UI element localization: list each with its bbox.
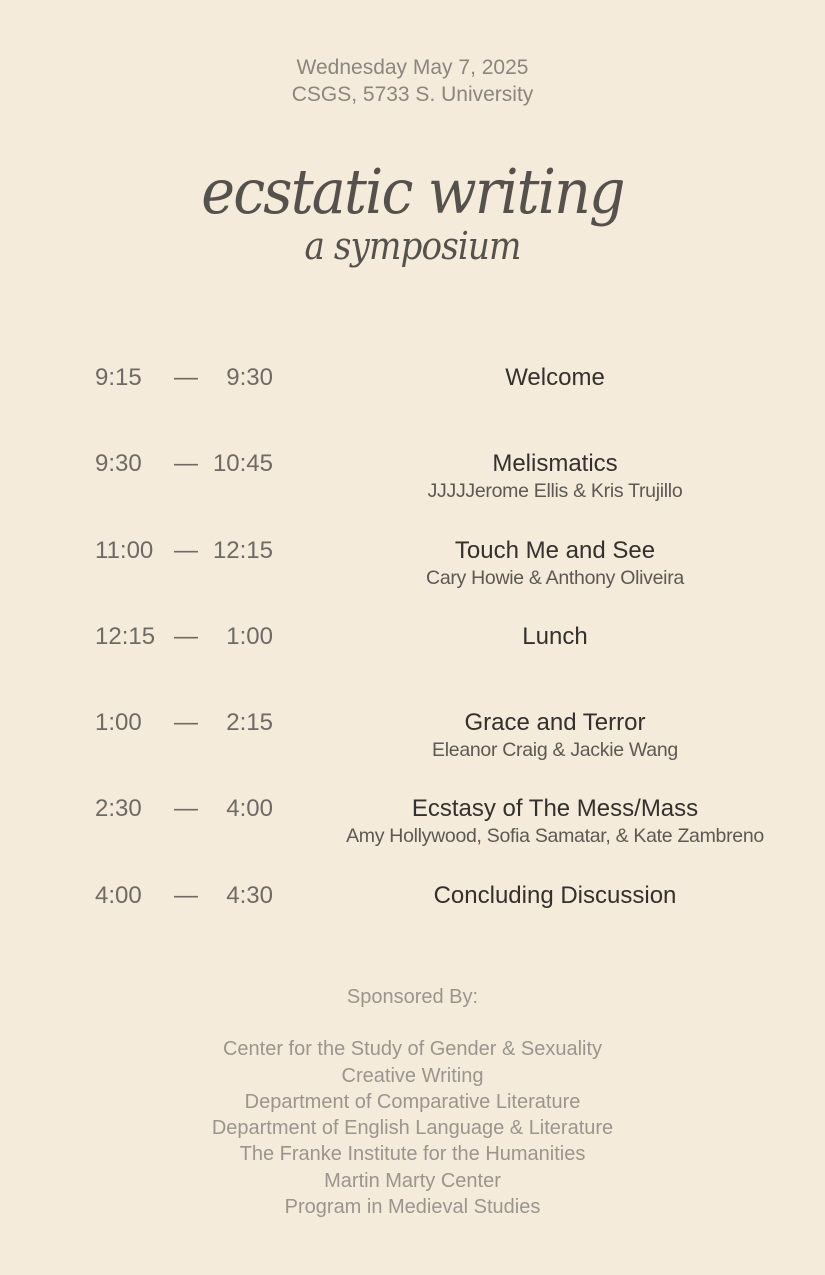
session-speakers: Eleanor Craig & Jackie Wang [432, 739, 678, 762]
session-title: Grace and Terror [464, 709, 646, 737]
start-time: 4:00 [95, 881, 142, 909]
end-time: 9:30 [226, 364, 273, 391]
page-subtitle: a symposium [304, 224, 521, 268]
start-time: 1:00 [95, 709, 142, 737]
session-speakers: Amy Hollywood, Sofia Samatar, & Kate Zambreno [346, 825, 764, 848]
time-dash: — [174, 536, 198, 564]
session [285, 621, 825, 653]
end-time: 4:00 [226, 795, 273, 823]
sponsors-section [0, 984, 825, 1220]
start-time: 11:00 [95, 536, 154, 564]
session-speakers: JJJJJerome Ellis & Kris Trujillo [427, 480, 683, 503]
session [285, 535, 825, 589]
time-dash: — [174, 709, 198, 737]
event-location: CSGS, 5733 S. University [291, 83, 534, 106]
start-time: 2:30 [95, 795, 142, 823]
page-title: ecstatic writing [201, 155, 624, 228]
sponsor-item: Martin Marty Center [324, 1169, 501, 1192]
session [285, 880, 825, 912]
session [285, 362, 825, 394]
sponsor-item: Creative Writing [341, 1064, 484, 1087]
time-dash: — [174, 795, 198, 823]
session-speakers: Cary Howie & Anthony Oliveira [426, 566, 684, 589]
sponsor-item: Department of Comparative Literature [244, 1090, 581, 1113]
sponsor-item: Center for the Study of Gender & Sexuality [222, 1038, 603, 1061]
time-dash: — [174, 450, 198, 478]
session-title: Lunch [522, 622, 588, 650]
schedule-row [0, 793, 825, 879]
session-title: Touch Me and See [454, 536, 656, 564]
start-time: 9:15 [95, 364, 142, 391]
sponsor-item: Department of English Language & Literature [211, 1117, 614, 1140]
schedule-row [0, 362, 825, 448]
start-time: 9:30 [95, 450, 142, 478]
session [285, 448, 825, 502]
end-time: 1:00 [226, 622, 273, 650]
session-title: Concluding Discussion [433, 881, 677, 909]
sponsors-heading: Sponsored By: [346, 986, 479, 1008]
end-time: 2:15 [226, 709, 273, 737]
sponsor-item: The Franke Institute for the Humanities [239, 1143, 586, 1166]
event-date: Wednesday May 7, 2025 [296, 56, 529, 79]
schedule-row [0, 880, 825, 966]
title-block [0, 156, 825, 268]
session-title: Welcome [505, 364, 605, 391]
end-time: 12:15 [212, 536, 273, 564]
event-info [0, 54, 825, 108]
start-time: 12:15 [95, 622, 156, 650]
schedule-row [0, 707, 825, 793]
schedule-row [0, 448, 825, 534]
end-time: 10:45 [212, 450, 273, 478]
session [285, 793, 825, 847]
sponsor-item: Program in Medieval Studies [284, 1196, 541, 1219]
end-time: 4:30 [226, 881, 273, 909]
schedule-row [0, 535, 825, 621]
session [285, 707, 825, 761]
session-title: Melismatics [492, 450, 618, 478]
time-dash: — [174, 364, 198, 391]
time-dash: — [174, 881, 198, 909]
schedule-row [0, 621, 825, 707]
schedule [0, 362, 825, 966]
session-title: Ecstasy of The Mess/Mass [411, 795, 699, 823]
time-dash: — [174, 622, 198, 650]
